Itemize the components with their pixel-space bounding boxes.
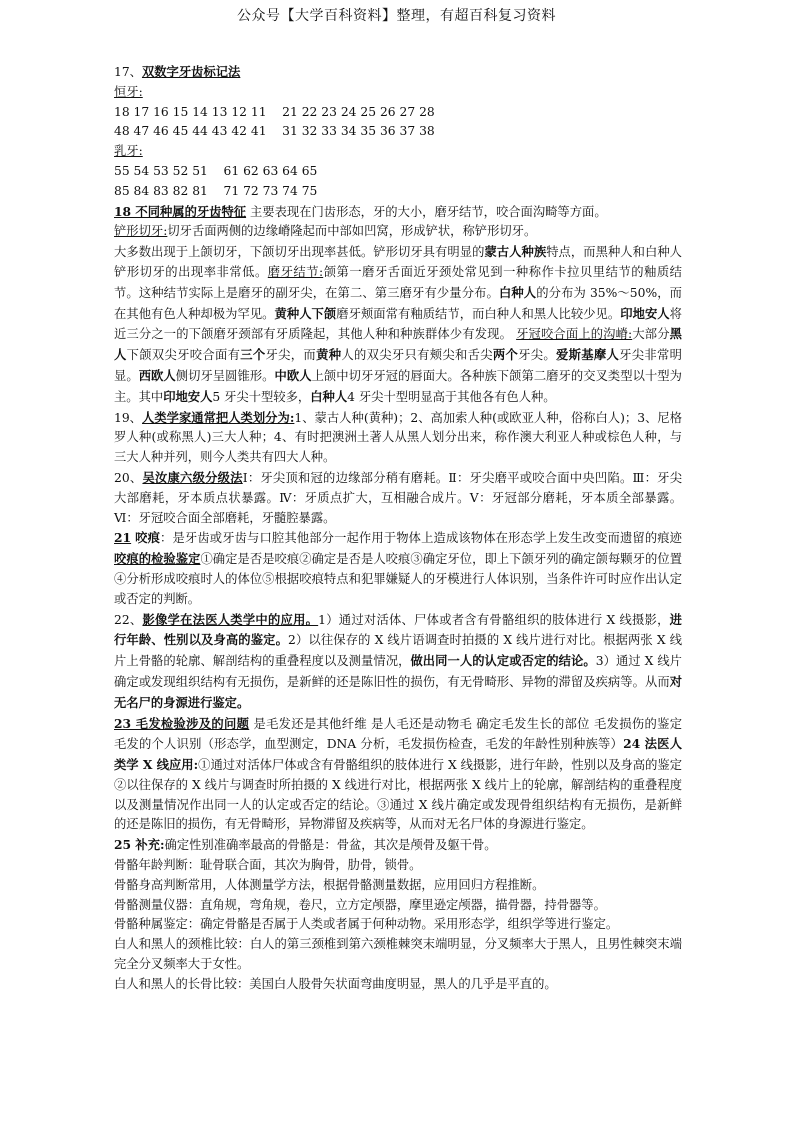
section-17-heading: 17、双数字牙齿标记法 [114,64,241,79]
section-22-title: 影像学在法医人类学中的应用。 [142,611,319,627]
section-25-title: 25 补充: [114,837,165,853]
section-25-line-6: 白人和黑人的颈椎比较：白人的第三颈椎到第六颈椎棘突末端明显，分叉频率大于黑人，且男性棘突末端完全分叉频率大于女性。 [114,937,682,972]
section-24-title: 24 法医人类学 X 线应用: [114,736,682,773]
section-22-paragraph: 22、影像学在法医人类学中的应用。1）通过对活体、尸体或者含有骨骼组织的肢体进行 X 线摄影，进行年龄、性别以及身高的鉴定。2）以往保存的 X 线片语调查时拍摄的 X 线片进行对比。根据两张 X 线片上骨骼的轮廓、解剖结构的重叠程度以及测量情况，做出同一人的认定或否定的结论。3）通过 X 线片确定或发现组织结构有无损伤，是新鲜的还是陈旧性的损伤，有无骨畸形、异物的滞留及疾病等。从而对无名尸的身源进行鉴定。 [114,611,682,710]
document-body [114,62,682,995]
section-20-title: 吴汝康六级分级法 [142,469,243,485]
section-25-line-2: 骨骼年龄判断：耻骨联合面，其次为胸骨，肋骨，锁骨。 [114,858,422,873]
section-23-24-paragraph: 23 毛发检验涉及的问题 是毛发还是其他纤维 是人毛还是动物毛 确定毛发生长的部位 毛发损伤的鉴定 毛发的个人识别（形态学，血型测定，DNA 分析，毛发损伤检查，毛发的年龄性别种族等）24 法医人类学 X 线应用:①通过对活体尸体或含有骨骼组织的肢体进行 X 线摄影，进行年龄，性别以及身高的鉴定②以往保存的 X 线片与调查时所拍摄的 X 线进行对比，根据两张 X 线片上的轮廓，解剖结构的重叠程度以及测量情况作出同一人的认定或否定的结论。③通过 X 线片确定或发现骨组织结构有无损伤，是新鲜的还是陈旧的损伤，有无骨畸形，异物滞留及疾病等，从而对无名尸体的身源进行鉴定。 [114,715,682,832]
race-features-paragraph: 大多数出现于上颌切牙，下颌切牙出现率甚低。铲形切牙具有明显的蒙古人种族特点，而黑种人和白种人铲形切牙的出现率非常低。磨牙结节:颌第一磨牙舌面近牙颈处常见到一种称作卡拉贝里结节的釉质结节。这种结节实际上是磨牙的副牙尖，在第二、第三磨牙有少量分布。白种人的分布为 35%～50%，而在其他有色人种却极为罕见。黄种人下颌磨牙颊面常有釉质结节，而白种人和黑人比较少见。印地安人将近三分之一的下颌磨牙颈部有牙质隆起，其他人种和种族群体少有发现。 牙冠咬合面上的沟嵴:大部分黑人下颌双尖牙咬合面有三个牙尖，而黄种人的双尖牙只有颊尖和舌尖两个牙尖。爱斯基摩人牙尖非常明显。西欧人侧切牙呈圆锥形。中欧人上颌中切牙牙冠的唇面大。各种族下颌第二磨牙的交叉类型以十型为主。其中印地安人5 牙尖十型较多，白种人4 牙尖十型明显高于其他各有色人种。 [114,244,682,404]
shovel-incisor-paragraph: 铲形切牙:切牙舌面两侧的边缘嵴隆起而中部如凹窝，形成铲状，称铲形切牙。 [114,224,537,239]
section-21-title: 咬痕 [135,530,161,546]
permanent-teeth-label: 恒牙: [114,84,143,99]
section-19-paragraph: 19、人类学家通常把人类划分为:1、蒙古人种(黄种)；2、高加索人种(或欧亚人种，俗称白人)；3、尼格罗人种(或称黑人)三大人种；4、有时把澳洲土著人从黑人划分出来，称作澳大利亚人种或棕色人种，与三大人种并列，则今人类共有四大人种。 [114,409,682,465]
permanent-teeth-row-lower: 48 47 46 45 44 43 42 41 31 32 33 34 35 36 37 38 [114,124,435,139]
section-23-title: 23 毛发检验涉及的问题 [114,715,250,731]
section-18-paragraph: 18 不同种属的牙齿特征 主要表现在门齿形态，牙的大小，磨牙结节，咬合面沟畸等方面。 [114,203,607,219]
page-header: 公众号【大学百科资料】整理，有超百科复习资料 [237,8,556,24]
section-25-line-1: 25 补充:确定性别准确率最高的骨骼是：骨盆，其次是颅骨及躯干骨。 [114,837,497,853]
primary-teeth-label: 乳牙: [114,144,143,159]
section-25-line-4: 骨骼测量仪器：直角规，弯角规，卷尺，立方定颅器，摩里逊定颅器，描骨器，持骨器等。 [114,897,606,912]
section-21-paragraph: 21 咬痕：是牙齿或牙齿与口腔其他部分一起作用于物体上造成该物体在形态学上发生改变而遗留的痕迹咬痕的检验鉴定①确定是否是咬痕②确定是否是人咬痕③确定牙位，即上下颌牙列的确定颌每颗牙的位置④分析形成咬痕时人的体位⑤根据咬痕特点和犯罪嫌疑人的牙模进行人体识别，当条件许可时应作出认定或否定的判断。 [114,530,682,606]
section-18-title: 18 不同种属的牙齿特征 [114,203,247,219]
section-19-title: 人类学家通常把人类划分为: [142,409,295,425]
permanent-teeth-row-upper: 18 17 16 15 14 13 12 11 21 22 23 24 25 26 27 28 [114,104,435,119]
primary-teeth-row-lower: 85 84 83 82 81 71 72 73 74 75 [114,183,318,198]
primary-teeth-row-upper: 55 54 53 52 51 61 62 63 64 65 [114,163,318,178]
section-25-line-3: 骨骼身高判断常用，人体测量学方法，根据骨骼测量数据，应用回归方程推断。 [114,877,545,892]
section-20-paragraph: 20、吴汝康六级分级法I：牙尖顶和冠的边缘部分稍有磨耗。Ⅱ：牙尖磨平或咬合面中央凹陷。Ⅲ：牙尖大部磨耗，牙本质点状暴露。Ⅳ：牙质点扩大，互相融合成片。V：牙冠部分磨耗，牙本质全部暴露。Ⅵ：牙冠咬合面全部磨耗，牙髓腔暴露。 [114,469,682,525]
section-25-line-7: 白人和黑人的长骨比较：美国白人股骨矢状面弯曲度明显，黑人的几乎是平直的。 [114,976,557,991]
section-25-line-5: 骨骼种属鉴定：确定骨骼是否属于人类或者属于何种动物。采用形态学，组织学等进行鉴定。 [114,917,619,932]
section-17-title: 双数字牙齿标记法 [141,64,241,79]
